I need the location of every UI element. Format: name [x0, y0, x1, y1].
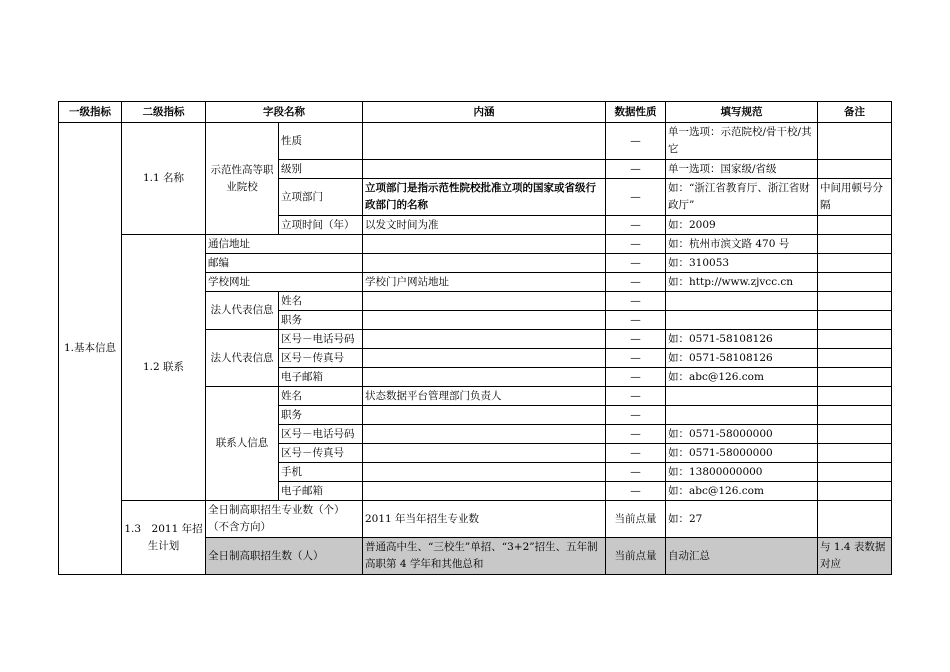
note-cell: [818, 444, 892, 463]
note-cell: [818, 330, 892, 349]
level1-basic-info: 1.基本信息: [59, 123, 122, 575]
nature-cell: —: [606, 482, 666, 501]
rule-cell: 如：0571-58108126: [666, 330, 818, 349]
field-cell: 姓名: [279, 387, 363, 406]
table-row: [59, 235, 892, 254]
note-cell: [818, 123, 892, 160]
note-cell: [818, 254, 892, 273]
note-cell: [818, 406, 892, 425]
nature-cell: —: [606, 273, 666, 292]
header-level2: 二级指标: [122, 102, 206, 123]
content-cell: [363, 444, 606, 463]
header-content: 内涵: [363, 102, 606, 123]
content-cell: 普通高中生、“三校生”单招、“3+2”招生、五年制高职第 4 学年和其他总和: [363, 538, 606, 575]
content-cell: [363, 349, 606, 368]
header-row: [59, 102, 892, 123]
content-cell: 以发文时间为准: [363, 216, 606, 235]
nature-cell: —: [606, 368, 666, 387]
nature-cell: —: [606, 330, 666, 349]
rule-cell: 如：“浙江省教育厅、浙江省财政厅”: [666, 179, 818, 216]
rule-cell: [666, 292, 818, 311]
nature-cell: —: [606, 292, 666, 311]
rule-cell: [666, 406, 818, 425]
field-cell: 职务: [279, 311, 363, 330]
field-cell: 区号－电话号码: [279, 425, 363, 444]
rule-cell: 单一选项：国家级/省级: [666, 160, 818, 179]
field-cell: 区号－传真号: [279, 349, 363, 368]
note-cell: [818, 387, 892, 406]
note-cell: [818, 160, 892, 179]
content-cell: [363, 482, 606, 501]
field-cell: 立项部门: [279, 179, 363, 216]
table-row: [59, 501, 892, 538]
header-level1: 一级指标: [59, 102, 122, 123]
rule-cell: 如：abc@126.com: [666, 368, 818, 387]
field-cell: 全日制高职招生专业数（个）（不含方向）: [206, 501, 363, 538]
level2-contact: 1.2 联系: [122, 235, 206, 501]
nature-cell: —: [606, 387, 666, 406]
note-cell: [818, 482, 892, 501]
content-cell: [363, 368, 606, 387]
content-cell: 2011 年当年招生专业数: [363, 501, 606, 538]
nature-cell: —: [606, 349, 666, 368]
content-cell: 立项部门是指示范性院校批准立项的国家或省级行政部门的名称: [363, 179, 606, 216]
nature-cell: —: [606, 235, 666, 254]
field-cell: 手机: [279, 463, 363, 482]
note-cell: [818, 463, 892, 482]
note-cell: [818, 235, 892, 254]
note-cell: [818, 292, 892, 311]
field-cell: 职务: [279, 406, 363, 425]
group-school: 示范性高等职业院校: [206, 123, 279, 235]
nature-cell: —: [606, 425, 666, 444]
rule-cell: 如：abc@126.com: [666, 482, 818, 501]
note-cell: [818, 273, 892, 292]
content-cell: 状态数据平台管理部门负责人: [363, 387, 606, 406]
nature-cell: —: [606, 123, 666, 160]
content-cell: [363, 160, 606, 179]
content-cell: [363, 235, 606, 254]
rule-cell: 如：27: [666, 501, 818, 538]
content-cell: [363, 292, 606, 311]
nature-cell: —: [606, 216, 666, 235]
rule-cell: 如：13800000000: [666, 463, 818, 482]
note-cell: [818, 501, 892, 538]
header-data-nature: 数据性质: [606, 102, 666, 123]
field-cell: 全日制高职招生数（人）: [206, 538, 363, 575]
rule-cell: 如：0571-58000000: [666, 444, 818, 463]
field-cell: 姓名: [279, 292, 363, 311]
rule-cell: [666, 311, 818, 330]
nature-cell: —: [606, 463, 666, 482]
note-cell: [818, 349, 892, 368]
level2-name: 1.1 名称: [122, 123, 206, 235]
header-fill-rule: 填写规范: [666, 102, 818, 123]
nature-cell: 当前点量: [606, 501, 666, 538]
nature-cell: —: [606, 179, 666, 216]
group-contact-person: 联系人信息: [206, 387, 279, 501]
content-cell: [363, 311, 606, 330]
rule-cell: [666, 387, 818, 406]
field-cell: 电子邮箱: [279, 368, 363, 387]
field-cell: 区号－传真号: [279, 444, 363, 463]
rule-cell: 如：杭州市滨文路 470 号: [666, 235, 818, 254]
rule-cell: 单一选项：示范院校/骨干校/其它: [666, 123, 818, 160]
nature-cell: —: [606, 160, 666, 179]
content-cell: [363, 425, 606, 444]
nature-cell: —: [606, 406, 666, 425]
note-cell: [818, 368, 892, 387]
nature-cell: —: [606, 254, 666, 273]
content-cell: [363, 330, 606, 349]
content-cell: [363, 463, 606, 482]
rule-cell: 如：0571-58108126: [666, 349, 818, 368]
nature-cell: —: [606, 444, 666, 463]
field-cell: 区号－电话号码: [279, 330, 363, 349]
rule-cell: 如：2009: [666, 216, 818, 235]
rule-cell: 自动汇总: [666, 538, 818, 575]
indicator-spec-table: [58, 101, 892, 575]
content-cell: [363, 123, 606, 160]
nature-cell: 当前点量: [606, 538, 666, 575]
field-cell: 邮编: [206, 254, 363, 273]
rule-cell: 如：310053: [666, 254, 818, 273]
field-cell: 立项时间（年）: [279, 216, 363, 235]
group-legal-rep: 法人代表信息: [206, 292, 279, 330]
header-note: 备注: [818, 102, 892, 123]
group-legal-rep: 法人代表信息: [206, 330, 279, 387]
field-cell: 级别: [279, 160, 363, 179]
nature-cell: —: [606, 311, 666, 330]
table-row: [59, 123, 892, 160]
content-cell: [363, 254, 606, 273]
header-field-name: 字段名称: [206, 102, 363, 123]
content-cell: 学校门户网站地址: [363, 273, 606, 292]
rule-cell: 如：http://www.zjvcc.cn: [666, 273, 818, 292]
level2-enrollment-plan: 1.3 2011 年招生计划: [122, 501, 206, 575]
note-cell: 中间用顿号分隔: [818, 179, 892, 216]
field-cell: 学校网址: [206, 273, 363, 292]
note-cell: 与 1.4 表数据对应: [818, 538, 892, 575]
field-cell: 性质: [279, 123, 363, 160]
note-cell: [818, 311, 892, 330]
note-cell: [818, 216, 892, 235]
content-cell: [363, 406, 606, 425]
rule-cell: 如：0571-58000000: [666, 425, 818, 444]
field-cell: 通信地址: [206, 235, 363, 254]
note-cell: [818, 425, 892, 444]
field-cell: 电子邮箱: [279, 482, 363, 501]
